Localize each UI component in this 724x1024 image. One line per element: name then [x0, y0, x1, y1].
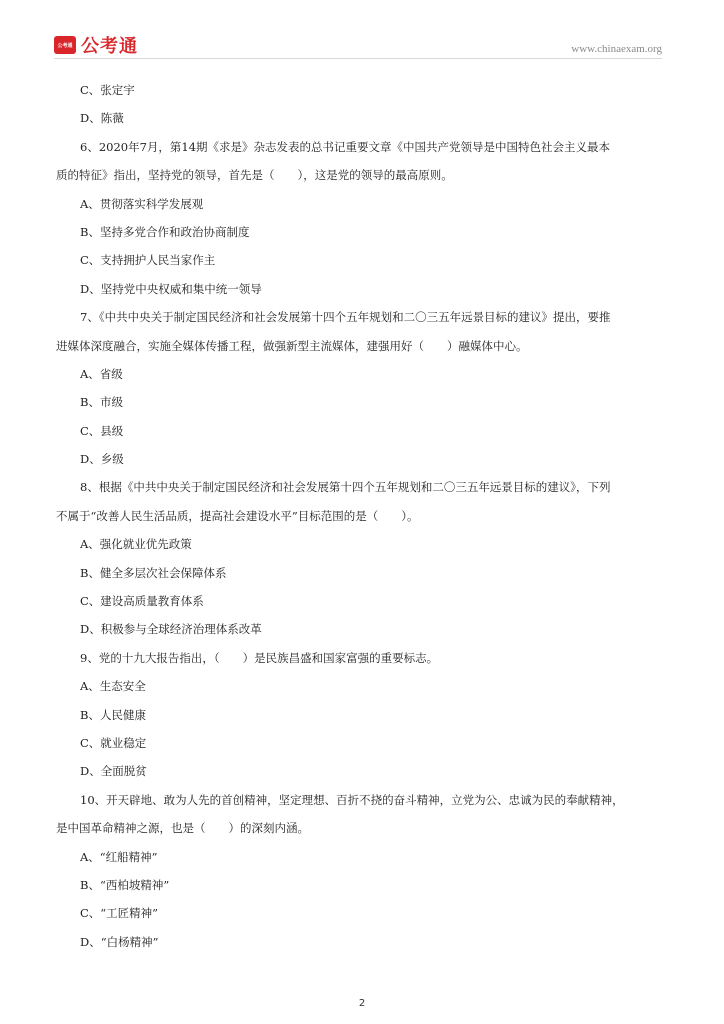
question-text: 8、根据《中共中央关于制定国民经济和社会发展第十四个五年规划和二〇三五年远景目标的建议》，下列 — [80, 480, 611, 495]
answer-option: C、张定宇 — [80, 83, 135, 97]
answer-option: C、就业稳定 — [80, 735, 147, 750]
logo-badge: 公考通 — [54, 36, 76, 54]
question-text-continued: 质的特征》指出，坚持党的领导，首先是（ ），这是党的领导的最高原则。 — [56, 168, 453, 183]
answer-option: B、健全多层次社会保障体系 — [80, 565, 227, 580]
logo-text: 公考通 — [81, 36, 138, 57]
answer-option: A、强化就业优先政策 — [80, 537, 192, 552]
answer-option: B、人民健康 — [80, 707, 146, 722]
answer-option: B、“西柏坡精神” — [80, 877, 170, 892]
answer-option: C、支持拥护人民当家作主 — [80, 253, 216, 268]
question-text: 7、《中共中央关于制定国民经济和社会发展第十四个五年规划和二〇三五年远景目标的建议》提出，要推 — [80, 310, 611, 325]
question-text: 6、2020年7月，第14期《求是》杂志发表的总书记重要文章《中国共产党领导是中国特色社会主义最本 — [80, 139, 611, 154]
answer-option: D、全面脱贫 — [80, 764, 147, 779]
answer-option: A、贯彻落实科学发展观 — [80, 196, 204, 211]
answer-option: D、乡级 — [80, 452, 124, 467]
answer-option: C、县级 — [80, 423, 124, 438]
answer-option: B、市级 — [80, 395, 123, 410]
answer-option: D、“白杨精神” — [80, 934, 159, 949]
answer-option: A、省级 — [80, 366, 123, 381]
question-text-continued: 是中国革命精神之源，也是（ ）的深刻内涵。 — [56, 821, 309, 836]
answer-option: B、坚持多党合作和政治协商制度 — [80, 224, 250, 239]
page-number: 2 — [358, 998, 366, 1009]
logo — [54, 34, 138, 56]
question-text-continued: 进媒体深度融合，实施全媒体传播工程，做强新型主流媒体，建强用好（ ）融媒体中心。 — [56, 338, 528, 353]
question-text: 10、开天辟地、敢为人先的首创精神，坚定理想、百折不挠的奋斗精神，立党为公、忠诚为民的奉献精神， — [80, 792, 624, 807]
answer-option: A、生态安全 — [80, 679, 146, 694]
document-body — [56, 76, 670, 956]
question-text: 9、党的十九大报告指出，（ ）是民族昌盛和国家富强的重要标志。 — [80, 650, 439, 665]
site-url: www.chinaexam.org — [571, 43, 662, 55]
question-text-continued: 不属于“改善人民生活品质，提高社会建设水平”目标范围的是（ ）。 — [56, 508, 419, 523]
answer-option: D、积极参与全球经济治理体系改革 — [80, 622, 262, 637]
header-divider — [54, 58, 662, 59]
answer-option: D、陈薇 — [80, 111, 124, 126]
answer-option: C、“工匠精神” — [80, 906, 159, 921]
answer-option: A、“红船精神” — [80, 849, 158, 864]
answer-option: D、坚持党中央权威和集中统一领导 — [80, 281, 262, 296]
page-header — [0, 0, 724, 62]
answer-option: C、建设高质量教育体系 — [80, 594, 204, 609]
